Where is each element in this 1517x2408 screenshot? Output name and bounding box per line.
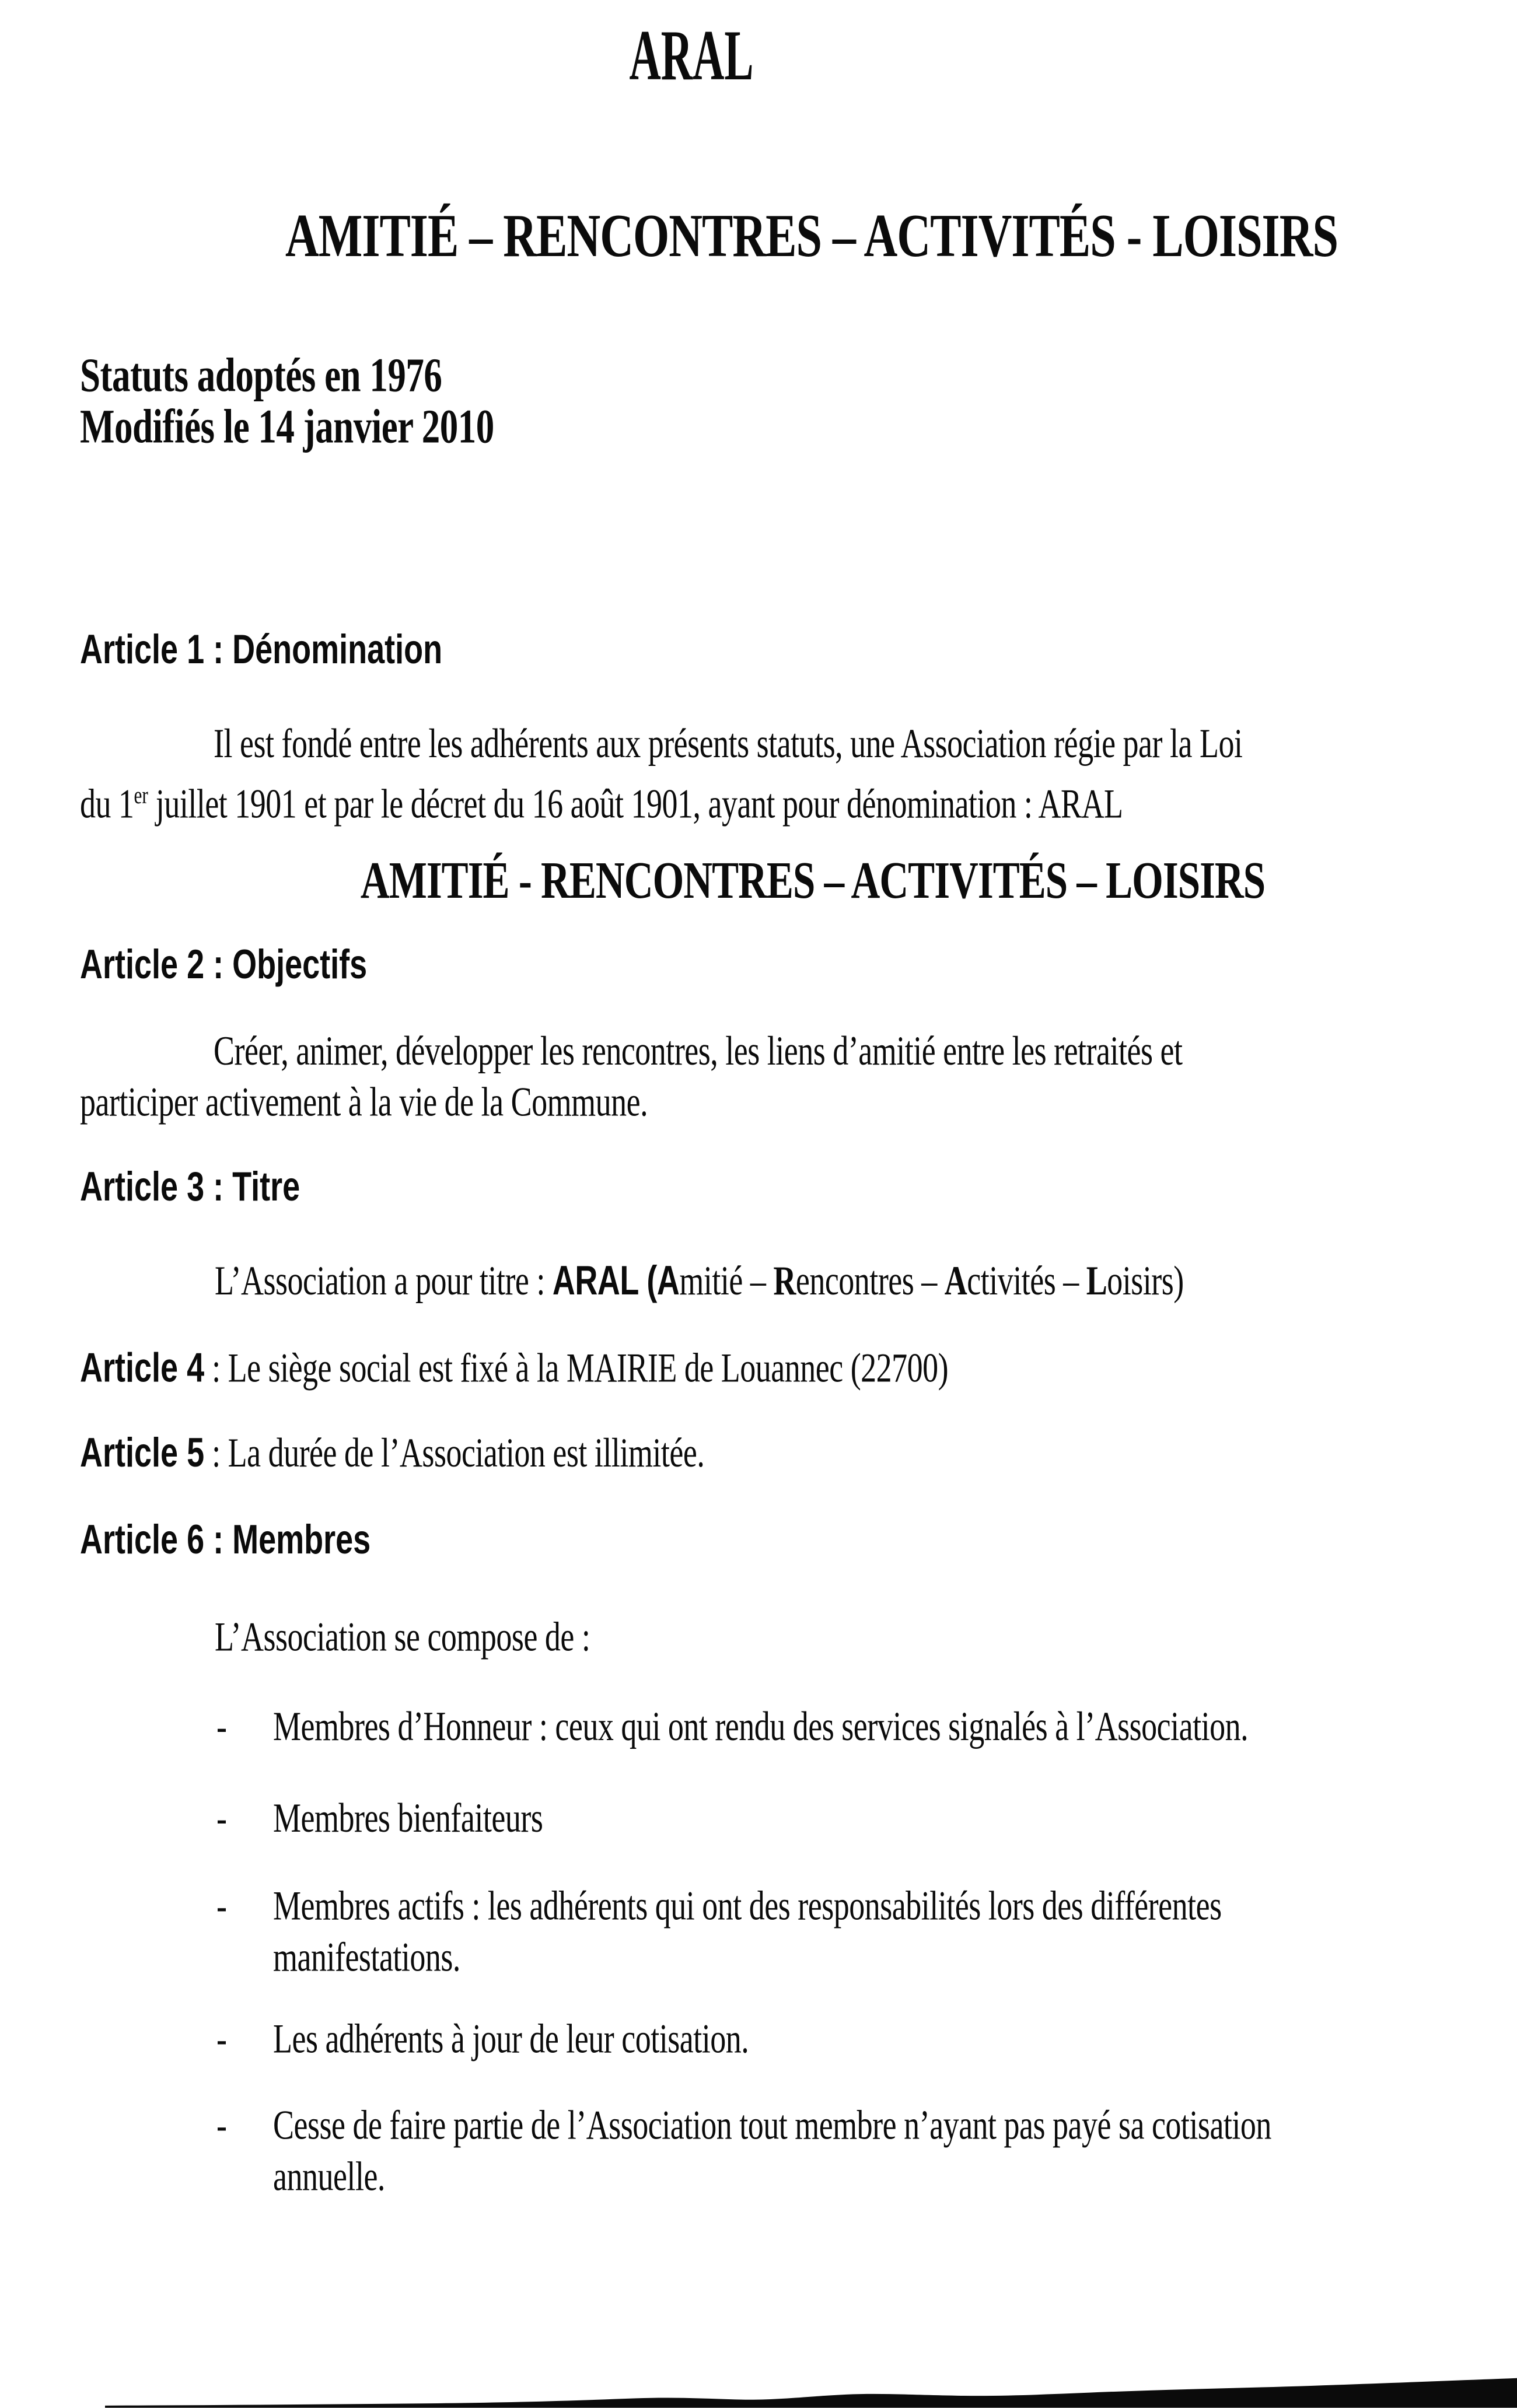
bullet-dash: -: [216, 2015, 227, 2062]
article5-line: [80, 1427, 704, 1479]
bullet-item-text-line2: manifestations.: [273, 1934, 460, 1980]
bullet-item-text: Membres d’Honneur : ceux qui ont rendu des services signalés à l’Association.: [273, 1703, 1249, 1749]
article3-seg1: mitié –: [679, 1258, 774, 1304]
list-item: [216, 2014, 749, 2065]
article3-bold-r: R: [773, 1258, 796, 1304]
document-title: ARAL: [629, 16, 754, 96]
article3-title-line: [215, 1255, 1184, 1307]
bullet-item-text: Membres bienfaiteurs: [273, 1795, 543, 1841]
article3-intro: L’Association a pour titre :: [215, 1258, 553, 1304]
status-lines: [80, 350, 494, 453]
article4-label: Article 4: [80, 1345, 205, 1391]
ordinal-superscript: er: [134, 782, 148, 808]
article1-heading: Article 1 : Dénomination: [80, 626, 443, 673]
acronym-line: AMITIÉ - RENCONTRES – ACTIVITÉS – LOISIRS: [360, 851, 1266, 909]
article5-text: : La durée de l’Association est illimitée.: [204, 1430, 705, 1476]
article1-line1: Il est fondé entre les adhérents aux présents statuts, une Association régie par la Loi: [214, 720, 1243, 766]
article2-line1: Créer, animer, développer les rencontres, les liens d’amitié entre les retraités et: [214, 1027, 1183, 1074]
article3-bold-a: A: [944, 1258, 967, 1304]
article3-heading: Article 3 : Titre: [80, 1164, 300, 1210]
bullet-item-text-line2: annuelle.: [273, 2153, 385, 2200]
bullet-dash: -: [216, 1795, 227, 1841]
article1-line2: [80, 769, 1242, 830]
bullet-item-text: Les adhérents à jour de leur cotisation.: [273, 2015, 749, 2062]
list-item: [216, 2100, 1271, 2203]
scan-artifact-line: [0, 2371, 1517, 2408]
article2-paragraph: [80, 1026, 1182, 1128]
status-line-modified: Modifiés le 14 janvier 2010: [80, 400, 494, 453]
bullet-dash: -: [216, 1703, 227, 1749]
bullet-item-text: Membres actifs : les adhérents qui ont des responsabilités lors des différentes: [273, 1882, 1222, 1929]
bullet-dash: -: [216, 1882, 227, 1929]
article1-paragraph: [80, 718, 1242, 830]
bullet-dash: -: [216, 2102, 227, 2148]
list-item: [216, 1701, 1248, 1752]
document-subtitle: AMITIÉ – RENCONTRES – ACTIVITÉS - LOISIRS: [285, 202, 1338, 270]
article2-heading: Article 2 : Objectifs: [80, 941, 368, 988]
bullet-item-text: Cesse de faire partie de l’Association tout membre n’ayant pas payé sa cotisation: [273, 2102, 1271, 2148]
article2-line2: participer activement à la vie de la Commune.: [80, 1079, 648, 1125]
article4-text: : Le siège social est fixé à la MAIRIE de Louannec (22700): [204, 1345, 949, 1391]
article3-acronym-bold: ARAL (A: [552, 1258, 680, 1304]
article3-seg4: oisirs): [1107, 1258, 1184, 1304]
article3-bold-l: L: [1086, 1258, 1107, 1304]
list-item: [216, 1881, 1222, 1983]
article1-line2-start: du 1: [80, 780, 134, 827]
article6-intro: L’Association se compose de :: [215, 1614, 590, 1660]
list-item: [216, 1793, 543, 1844]
article6-heading: Article 6 : Membres: [80, 1517, 371, 1563]
article4-line: [80, 1343, 948, 1394]
article5-label: Article 5: [80, 1430, 205, 1476]
article1-line2-rest: juillet 1901 et par le décret du 16 août 1901, ayant pour dénomination : ARAL: [148, 780, 1123, 827]
status-line-adopted: Statuts adoptés en 1976: [80, 348, 442, 402]
article3-seg3: ctivités –: [967, 1258, 1086, 1304]
article3-seg2: encontres –: [795, 1258, 945, 1304]
